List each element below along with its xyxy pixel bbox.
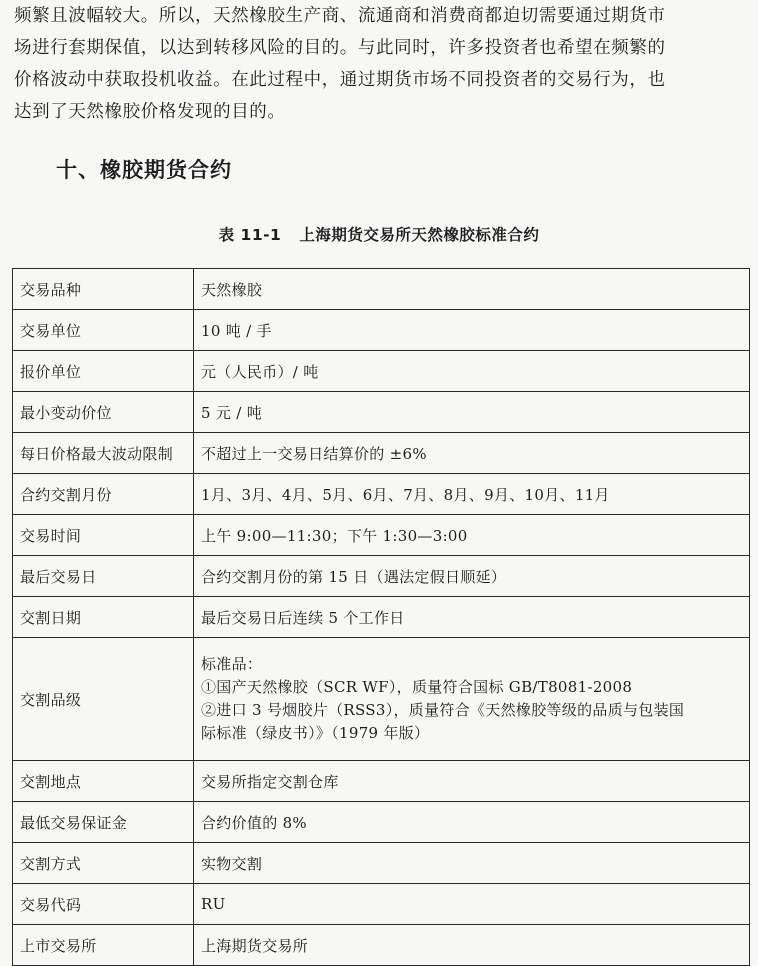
table-row [13, 884, 750, 925]
table-row [13, 638, 750, 761]
table-row [13, 310, 750, 351]
row-value-line: 标准品： [201, 655, 263, 673]
row-value: 元（人民币）/ 吨 [194, 351, 750, 392]
table-row [13, 392, 750, 433]
paragraph-line: 场进行套期保值，以达到转移风险的目的。与此同时，许多投资者也希望在频繁的 [14, 38, 666, 58]
row-key: 交易时间 [13, 515, 194, 556]
table-row [13, 925, 750, 966]
row-value-multiline [194, 638, 750, 761]
row-value: 5 元 / 吨 [194, 392, 750, 433]
row-key: 交割地点 [13, 761, 194, 802]
table-row [13, 433, 750, 474]
row-value: 1月、3月、4月、5月、6月、7月、8月、9月、10月、11月 [194, 474, 750, 515]
row-value: 上海期货交易所 [194, 925, 750, 966]
table-row [13, 351, 750, 392]
row-value: 实物交割 [194, 843, 750, 884]
row-value: 交易所指定交割仓库 [194, 761, 750, 802]
row-key: 交割品级 [13, 638, 194, 761]
row-key: 交易代码 [13, 884, 194, 925]
table-row [13, 269, 750, 310]
table-caption [0, 223, 758, 245]
row-value: RU [194, 884, 750, 925]
row-value: 合约交割月份的第 15 日（遇法定假日顺延） [194, 556, 750, 597]
row-key: 交易单位 [13, 310, 194, 351]
table-row [13, 761, 750, 802]
row-value: 合约价值的 8% [194, 802, 750, 843]
row-key: 交割方式 [13, 843, 194, 884]
table-row [13, 515, 750, 556]
row-value: 不超过上一交易日结算价的 ±6% [194, 433, 750, 474]
row-key: 报价单位 [13, 351, 194, 392]
table-row [13, 802, 750, 843]
table-row [13, 597, 750, 638]
row-key: 最后交易日 [13, 556, 194, 597]
row-value: 最后交易日后连续 5 个工作日 [194, 597, 750, 638]
paragraph-line: 达到了天然橡胶价格发现的目的。 [14, 102, 286, 122]
row-value-line: ②进口 3 号烟胶片（RSS3），质量符合《天然橡胶等级的品质与包装国 [201, 701, 685, 719]
table-number: 表 11-1 [218, 226, 282, 244]
table-row [13, 843, 750, 884]
table-row [13, 556, 750, 597]
row-key: 交易品种 [13, 269, 194, 310]
contract-table [12, 268, 750, 966]
row-value: 10 吨 / 手 [194, 310, 750, 351]
paragraph-line: 价格波动中获取投机收益。在此过程中，通过期货市场不同投资者的交易行为，也 [14, 70, 666, 90]
row-value-line: ①国产天然橡胶（SCR WF），质量符合国标 GB/T8081-2008 [201, 678, 633, 696]
row-key: 交割日期 [13, 597, 194, 638]
row-value: 天然橡胶 [194, 269, 750, 310]
paragraph-line: 频繁且波幅较大。所以，天然橡胶生产商、流通商和消费商都迫切需要通过期货市 [14, 6, 666, 26]
row-key: 每日价格最大波动限制 [13, 433, 194, 474]
table-title: 上海期货交易所天然橡胶标准合约 [299, 226, 540, 244]
table-row [13, 474, 750, 515]
row-key: 合约交割月份 [13, 474, 194, 515]
section-heading: 十、橡胶期货合约 [56, 158, 232, 182]
row-key: 最低交易保证金 [13, 802, 194, 843]
row-value: 上午 9:00—11:30；下午 1:30—3:00 [194, 515, 750, 556]
row-key: 最小变动价位 [13, 392, 194, 433]
row-key: 上市交易所 [13, 925, 194, 966]
body-paragraph [14, 0, 750, 128]
row-value-line: 际标准（绿皮书）》（1979 年版） [201, 724, 430, 742]
